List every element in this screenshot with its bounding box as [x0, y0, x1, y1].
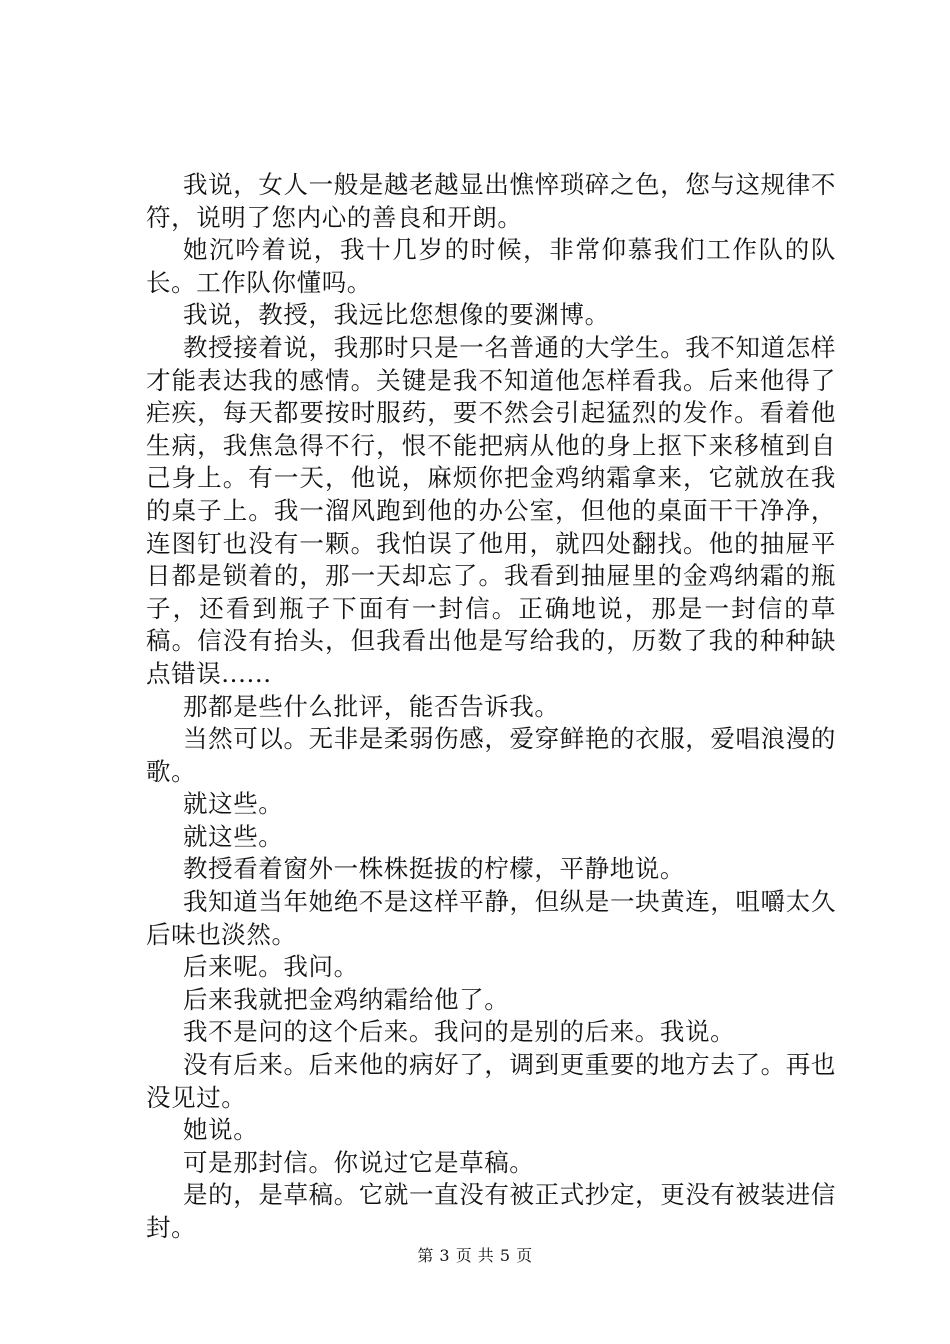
paragraph: 就这些。 — [183, 789, 284, 819]
paragraph: 当然可以。无非是柔弱伤感，爱穿鲜艳的衣服，爱唱浪漫的歌。 — [146, 724, 836, 786]
paragraph: 后来呢。我问。 — [183, 952, 359, 982]
paragraph: 可是那封信。你说过它是草稿。 — [183, 1147, 535, 1177]
paragraph: 我说，女人一般是越老越显出憔悴琐碎之色，您与这规律不符，说明了您内心的善良和开朗。 — [146, 170, 836, 232]
page-number-footer: 第 3 页 共 5 页 — [417, 1246, 533, 1265]
paragraph: 教授接着说，我那时只是一名普通的大学生。我不知道怎样才能表达我的感情。关键是我不知道他怎样看我。后来他得了疟疾，每天都要按时服药，要不然会引起猛烈的发作。看着他生病，我焦急得不行，恨不能把病从他的身上抠下来移植到自己身上。有一天，他说，麻烦你把金鸡纳霜拿来，它就放在我的桌子上。我一溜风跑到他的办公室，但他的桌面干干净净，连图钉也没有一颗。我怕误了他用，就四处翻找。他的抽屉平日都是锁着的，那一天却忘了。我看到抽屉里的金鸡纳霜的瓶子，还看到瓶子下面有一封信。正确地说，那是一封信的草稿。信没有抬头，但我看出他是写给我的，历数了我的种种缺点错误...... — [146, 332, 836, 688]
paragraph: 她沉吟着说，我十几岁的时候，非常仰慕我们工作队的队长。工作队你懂吗。 — [146, 235, 836, 297]
paragraph: 我说，教授，我远比您想像的要渊博。 — [183, 300, 610, 330]
paragraph: 我不是问的这个后来。我问的是别的后来。我说。 — [183, 1017, 736, 1047]
paragraph: 那都是些什么批评，能否告诉我。 — [183, 691, 560, 721]
paragraph: 她说。 — [183, 1115, 259, 1145]
paragraph: 是的，是草稿。它就一直没有被正式抄定，更没有被装进信封。 — [146, 1180, 836, 1242]
paragraph: 教授看着窗外一株株挺拔的柠檬，平静地说。 — [183, 854, 685, 884]
body-text — [146, 169, 836, 1245]
paragraph: 就这些。 — [183, 821, 284, 851]
paragraph: 后来我就把金鸡纳霜给他了。 — [183, 984, 510, 1014]
paragraph: 我知道当年她绝不是这样平静，但纵是一块黄连，咀嚼太久后味也淡然。 — [146, 887, 836, 949]
paragraph: 没有后来。后来他的病好了，调到更重要的地方去了。再也没见过。 — [146, 1050, 836, 1112]
